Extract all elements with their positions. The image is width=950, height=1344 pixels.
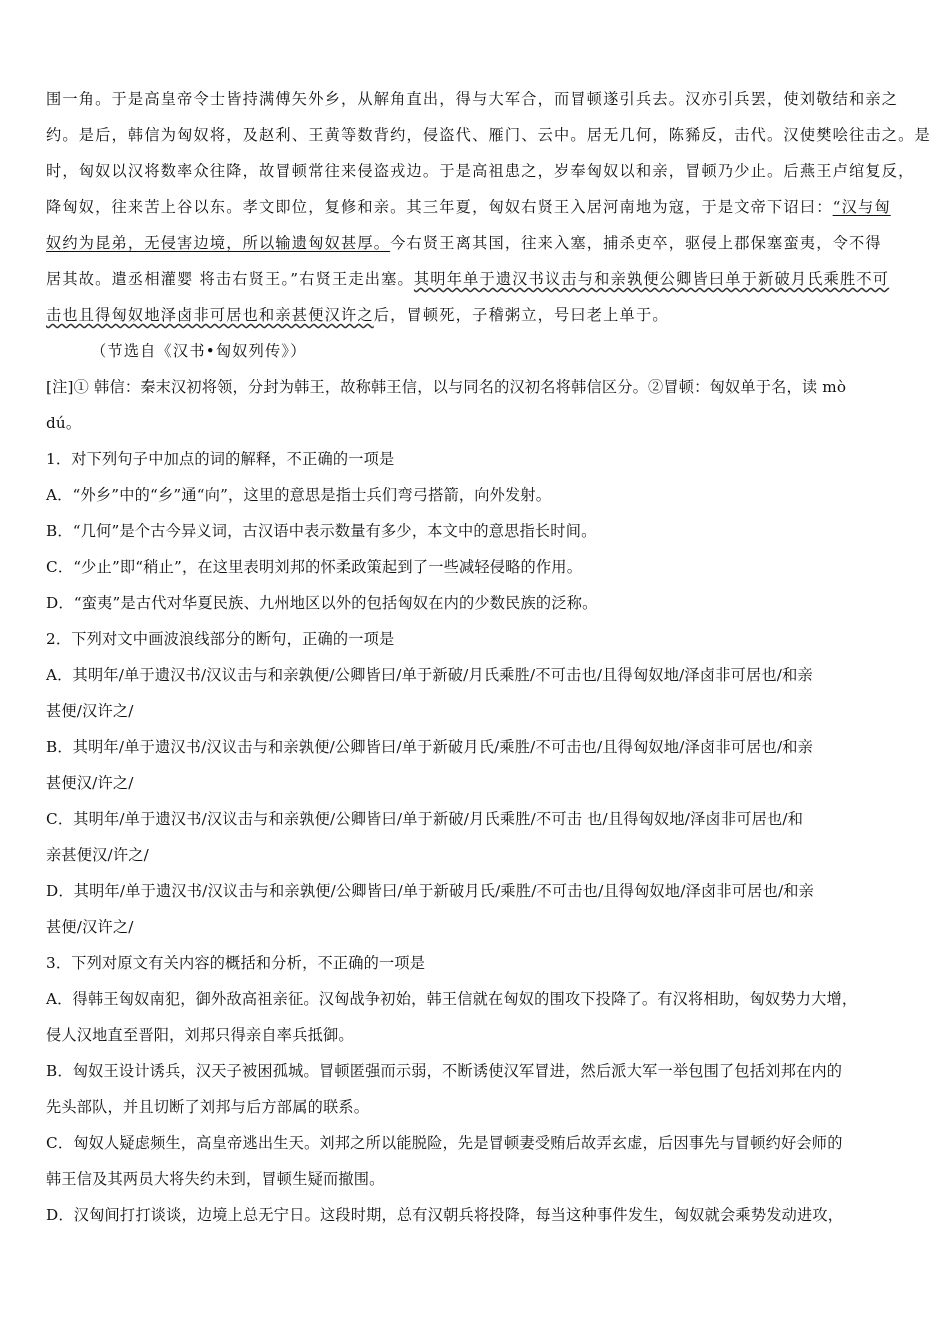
answer-option: A．“外乡”中的“乡”通“向”，这里的意思是指士兵们弯弓搭箭，向外发射。	[46, 486, 552, 504]
answer-option-continued: 甚便汉/许之/	[46, 774, 134, 792]
answer-option: D．“蛮夷”是古代对华夏民族、九州地区以外的包括匈奴在内的少数民族的泛称。	[46, 594, 598, 612]
passage-text: 居其故。遣丞相灌婴 将击右贤王。”右贤王走出塞。	[46, 270, 414, 288]
wavy-underlined-sentence: 其明年单于遗汉书议击与和亲孰便公卿皆曰单于新破月氏乘胜不可	[413, 270, 890, 288]
underlined-sentence: 奴约为昆弟，无侵害边境，所以输遗匈奴甚厚。	[46, 234, 391, 252]
answer-option: B．其明年/单于遗汉书/汉议击与和亲孰便/公卿皆曰/单于新破月氏/乘胜/不可击也/且得匈奴地/泽卤非可居也/和亲	[46, 738, 814, 756]
answer-option: A．其明年/单于遗汉书/汉议击与和亲孰便/公卿皆曰/单于新破/月氏乘胜/不可击也/且得匈奴地/泽卤非可居也/和亲	[46, 666, 813, 684]
answer-option-continued: 甚便/汉许之/	[46, 702, 134, 720]
answer-option: D．其明年/单于遗汉书/汉议击与和亲孰便/公卿皆曰/单于新破月氏/乘胜/不可击也/且得匈奴地/泽卤非可居也/和亲	[46, 882, 815, 900]
classical-passage	[46, 88, 931, 363]
passage-text: 降匈奴，往来苦上谷以东。孝文即位，复修和亲。其三年夏，匈奴右贤王入居河南地为寇，于是文帝下诏曰：	[46, 198, 833, 216]
note-line: [注]① 韩信：秦末汉初将领，分封为韩王，故称韩王信，以与同名的汉初名将韩信区分。②冒顿：匈奴单于名，读 mò	[46, 378, 847, 396]
underlined-sentence: “汉与匈	[832, 198, 891, 216]
answer-option: C．“少止”即“稍止”，在这里表明刘邦的怀柔政策起到了一些减轻侵略的作用。	[46, 558, 583, 576]
answer-option: C．匈奴人疑虑频生，高皇帝逃出生天。刘邦之所以能脱险，先是冒顿妻受贿后故弄玄虚，后因事先与冒顿约好会师的	[46, 1134, 843, 1152]
passage-text: 今右贤王离其国，往来入塞，捕杀吏卒，驱侵上郡保塞蛮夷，令不得	[390, 234, 882, 252]
answer-option-continued: 亲甚便汉/许之/	[46, 846, 149, 864]
answer-option: D．汉匈间打打谈谈，边境上总无宁日。这段时期，总有汉朝兵将投降，每当这种事件发生，匈奴就会乘势发动进攻，	[46, 1206, 844, 1224]
wavy-underlined-sentence: 击也且得匈奴地泽卤非可居也和亲甚便汉许之	[46, 306, 374, 324]
passage-source: （节选自《汉书•匈奴列传》）	[91, 342, 307, 360]
passage-text: 后，冒顿死，子稽粥立，号曰老上单于。	[373, 306, 669, 324]
passage-line	[46, 196, 908, 219]
question-stem: 2．下列对文中画波浪线部分的断句，正确的一项是	[46, 630, 395, 648]
answer-option: B．匈奴王设计诱兵，汉天子被困孤城。冒顿匿强而示弱，不断诱使汉军冒进，然后派大军一举包围了包括刘邦在内的	[46, 1062, 843, 1080]
question-stem: 3．下列对原文有关内容的概括和分析，不正确的一项是	[46, 954, 426, 972]
answer-option-continued: 先头部队，并且切断了刘邦与后方部属的联系。	[46, 1098, 370, 1116]
passage-line	[46, 232, 908, 255]
passage-line	[46, 304, 908, 327]
answer-option-continued: 韩王信及其两员大将失约未到，冒顿生疑而撤围。	[46, 1170, 385, 1188]
answer-option: A．得韩王匈奴南犯，御外敌高祖亲征。汉匈战争初始，韩王信就在匈奴的围攻下投降了。有汉将相助，匈奴势力大增，	[46, 990, 858, 1008]
answer-option: C．其明年/单于遗汉书/汉议击与和亲孰便/公卿皆曰/单于新破/月氏乘胜/不可击 也/且得匈奴地/泽卤非可居也/和	[46, 810, 804, 828]
passage-line: 围一角。于是高皇帝令士皆持满傅矢外乡，从解角直出，得与大军合，而冒顿遂引兵去。汉亦引兵罢，使刘敬结和亲之	[46, 90, 899, 108]
question-stem: 1．对下列句子中加点的词的解释，不正确的一项是	[46, 450, 395, 468]
document-page	[46, 88, 931, 1227]
passage-line: 约。是后，韩信为匈奴将，及赵利、王黄等数背约，侵盗代、雁门、云中。居无几何，陈豨反，击代。汉使樊哙往击之。是	[46, 126, 931, 144]
answer-option-continued: 侵人汉地直至晋阳，刘邦只得亲自率兵抵御。	[46, 1026, 354, 1044]
answer-option-continued: 甚便/汉许之/	[46, 918, 134, 936]
passage-line: 时，匈奴以汉将数率众往降，故冒顿常往来侵盗戎边。于是高祖患之，岁奉匈奴以和亲，冒顿乃少止。后燕王卢绾复反，	[46, 162, 915, 180]
note-line: dú。	[46, 414, 82, 432]
answer-option: B．“几何”是个古今异义词，古汉语中表示数量有多少，本文中的意思指长时间。	[46, 522, 597, 540]
passage-line	[46, 268, 908, 291]
notes-and-questions	[46, 376, 908, 1227]
